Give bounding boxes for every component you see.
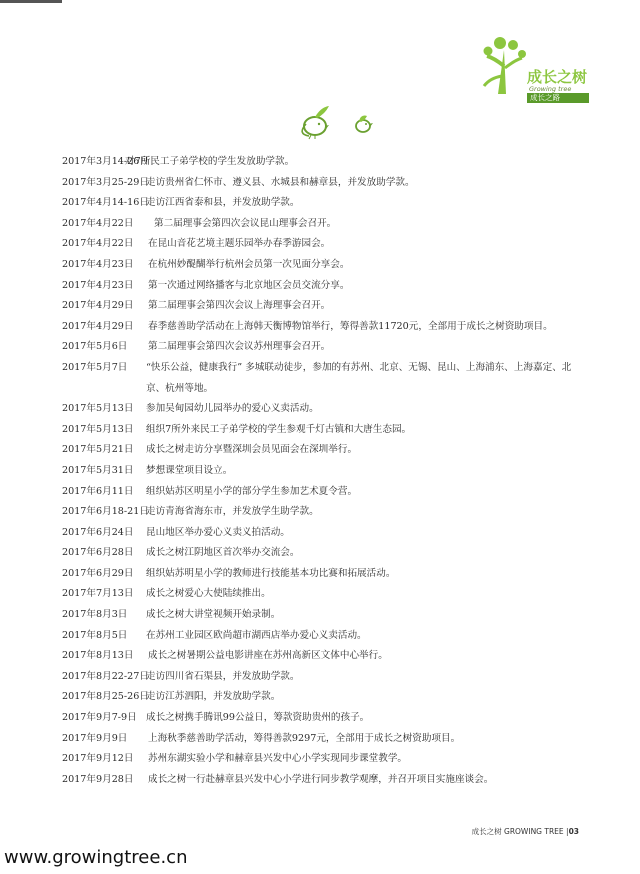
event-date: 2017年5月21日 [62, 444, 134, 456]
event-text: 组织7所外来民工子弟学校的学生参观千灯古镇和大唐生态园。 [146, 423, 412, 435]
top-edge-bar [0, 0, 62, 3]
event-date: 2017年6月18-21日 [62, 506, 149, 518]
event-row [62, 729, 582, 750]
page-number: 03 [568, 827, 579, 836]
event-date: 2017年7月13日 [62, 588, 134, 600]
event-row [62, 234, 582, 255]
event-date: 2017年4月29日 [62, 300, 134, 312]
footer-separator: | [566, 827, 569, 836]
event-text: 参加吴甸园幼儿园举办的爱心义卖活动。 [146, 403, 319, 415]
event-text: 苏州东湖实验小学和赫章县兴发中心小学实现同步课堂教学。 [148, 753, 408, 765]
event-date: 2017年5月31日 [62, 464, 134, 476]
event-text: 梦想课堂项目设立。 [146, 464, 233, 476]
event-text: 走访江西省泰和县，并发放助学款。 [146, 197, 300, 209]
event-row [62, 482, 582, 503]
event-text: 组织姑苏明星小学的教师进行技能基本功比赛和拓展活动。 [146, 567, 396, 579]
event-list [62, 152, 582, 790]
event-row [62, 584, 582, 605]
event-row [62, 255, 582, 276]
event-text: 组织姑苏区明星小学的部分学生参加艺术夏令营。 [146, 485, 358, 497]
website-url[interactable]: www.growingtree.cn [4, 847, 188, 868]
event-row [62, 687, 582, 708]
event-row [62, 296, 582, 317]
event-row [62, 626, 582, 647]
event-row [62, 605, 582, 626]
event-text: 上海秋季慈善助学活动，筹得善款9297元，全部用于成长之树资助项目。 [148, 732, 461, 744]
event-date: 2017年4月23日 [62, 279, 134, 291]
event-row [62, 276, 582, 297]
event-row [62, 502, 582, 523]
event-row [62, 461, 582, 482]
event-date: 2017年8月5日 [62, 629, 128, 641]
event-row [62, 420, 582, 441]
event-row [62, 667, 582, 688]
event-text: 走访贵州省仁怀市、遵义县、水城县和赫章县，并发放助学款。 [146, 176, 415, 188]
event-row [62, 770, 582, 791]
event-text: 成长之树江阴地区首次举办交流会。 [146, 547, 300, 559]
event-date: 2017年8月22-27日 [62, 670, 149, 682]
event-date: 2017年9月28日 [62, 773, 134, 785]
event-text: 走访青海省海东市，并发放学生助学款。 [146, 506, 319, 518]
event-date: 2017年5月6日 [62, 341, 128, 353]
event-row [62, 358, 582, 399]
event-date: 2017年9月9日 [62, 732, 128, 744]
event-text: 在昆山音花艺境主题乐园举办春季游园会。 [148, 238, 331, 250]
logo-tagline-bar [527, 93, 589, 103]
footer-text: 成长之树 GROWING TREE [471, 827, 564, 836]
event-date: 2017年9月12日 [62, 753, 134, 765]
event-row [62, 399, 582, 420]
event-text: 在苏州工业园区欧尚超市湖西店举办爱心义卖活动。 [146, 629, 367, 641]
event-date: 2017年4月22日 [62, 217, 134, 229]
event-row [62, 214, 582, 235]
logo-title: 成长之树 [527, 68, 588, 86]
event-text: 走访江苏泗阳，并发放助学款。 [146, 691, 281, 703]
event-date: 2017年4月14-16日 [62, 197, 149, 209]
event-text: 成长之树大讲堂视频开始录制。 [146, 609, 281, 621]
event-date: 2017年4月29日 [62, 320, 134, 332]
event-date: 2017年8月3日 [62, 609, 128, 621]
event-date: 2017年9月7-9日 [62, 712, 137, 724]
event-row [62, 564, 582, 585]
event-text: 昆山地区举办爱心义卖义拍活动。 [146, 526, 290, 538]
event-row [62, 317, 582, 338]
event-date: 2017年3月25-29日 [62, 176, 149, 188]
event-date: 2017年6月11日 [62, 485, 134, 497]
event-row [62, 337, 582, 358]
event-text: 走访四川省石渠县，并发放助学款。 [146, 670, 300, 682]
event-text: 成长之树携手腾讯99公益日，筹款资助贵州的孩子。 [146, 712, 370, 724]
event-date: 2017年5月7日 [62, 361, 128, 373]
birds-icon [295, 104, 380, 142]
event-text: 在杭州妙醍醐举行杭州会员第一次见面分享会。 [148, 258, 350, 270]
event-row [62, 543, 582, 564]
logo-tagline: 成长之路 [530, 93, 560, 102]
event-row [62, 152, 582, 173]
event-text: 成长之树一行赴赫章县兴发中心小学进行同步教学观摩，并召开项目实施座谈会。 [148, 773, 494, 785]
event-row [62, 173, 582, 194]
event-date: 2017年8月25-26日 [62, 691, 149, 703]
event-text: 第二届理事会第四次会议苏州理事会召开。 [148, 341, 331, 353]
event-text: 成长之树暑期公益电影讲座在苏州高新区文体中心举行。 [148, 650, 388, 662]
page-footer [472, 826, 579, 837]
event-date: 2017年6月24日 [62, 526, 134, 538]
event-date: 2017年4月22日 [62, 238, 134, 250]
event-text: 春季慈善助学活动在上海韩天衡博物馆举行，筹得善款11720元，全部用于成长之树资助项目。 [148, 320, 553, 332]
event-text: 第二届理事会第四次会议上海理事会召开。 [148, 300, 331, 312]
event-text: 第二届理事会第四次会议昆山理事会召开。 [154, 217, 337, 229]
event-date: 2017年6月28日 [62, 547, 134, 559]
event-row [62, 708, 582, 729]
event-text: 第一次通过网络播客与北京地区会员交流分享。 [148, 279, 350, 291]
event-row [62, 646, 582, 667]
event-row [62, 523, 582, 544]
event-date: 2017年3月14-26日 [62, 156, 149, 167]
event-date: 2017年6月29日 [62, 567, 134, 579]
event-row [62, 749, 582, 770]
logo-subtitle: Growing tree [529, 85, 572, 93]
event-text: 成长之树爱心大使陆续推出。 [146, 588, 271, 600]
event-row [62, 440, 582, 461]
event-date: 2017年8月13日 [62, 650, 134, 662]
event-text: 成长之树走访分享暨深圳会员见面会在深圳举行。 [146, 444, 358, 456]
event-date: 2017年5月13日 [62, 403, 134, 415]
event-text: “快乐公益，健康我行” 多城联动徒步，参加的有苏州、北京、无锡、昆山、上海浦东、上海嘉定、北京、杭州等地。 [146, 361, 572, 394]
event-date: 2017年5月13日 [62, 423, 134, 435]
event-text: 对7所民工子弟学校的学生发放助学款。 [125, 156, 295, 167]
event-row [62, 193, 582, 214]
event-date: 2017年4月23日 [62, 258, 134, 270]
